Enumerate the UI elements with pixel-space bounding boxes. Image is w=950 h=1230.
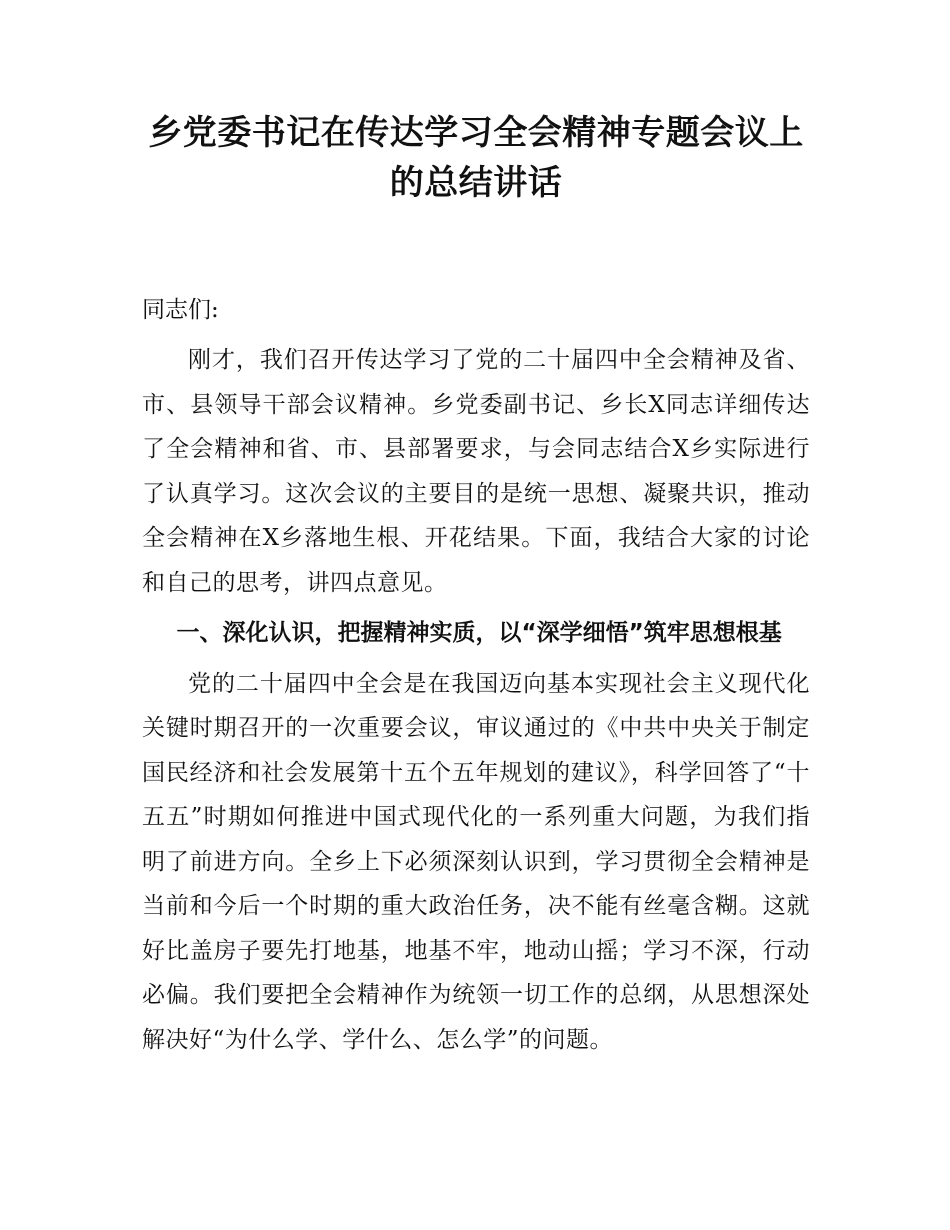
intro-paragraph: 刚才，我们召开传达学习了党的二十届四中全会精神及省、市、县领导干部会议精神。乡党委副书记、乡长X同志详细传达了全会精神和省、市、县部署要求，与会同志结合X乡实际进行了认真学习。这次会议的主要目的是统一思想、凝聚共识，推动全会精神在X乡落地生根、开花结果。下面，我结合大家的讨论和自己的思考，讲四点意见。 <box>142 347 810 596</box>
section-heading-1: 一、深化认识，把握精神实质，以“深学细悟”筑牢思想根基 <box>176 620 782 646</box>
salutation: 同志们: <box>142 297 219 323</box>
document-page <box>142 108 810 1062</box>
document-title: 乡党委书记在传达学习全会精神专题会议上的总结讲话 <box>148 113 804 203</box>
section-1-paragraph: 党的二十届四中全会是在我国迈向基本实现社会主义现代化关键时期召开的一次重要会议，审议通过的《中共中央关于制定国民经济和社会发展第十五个五年规划的建议》，科学回答了“十五五”时期如何推进中国式现代化的一系列重大问题，为我们指明了前进方向。全乡上下必须深刻认识到，学习贯彻全会精神是当前和今后一个时期的重大政治任务，决不能有丝毫含糊。这就好比盖房子要先打地基，地基不牢，地动山摇；学习不深，行动必偏。我们要把全会精神作为统领一切工作的总纲，从思想深处解决好“为什么学、学什么、怎么学”的问题。 <box>142 670 810 1053</box>
